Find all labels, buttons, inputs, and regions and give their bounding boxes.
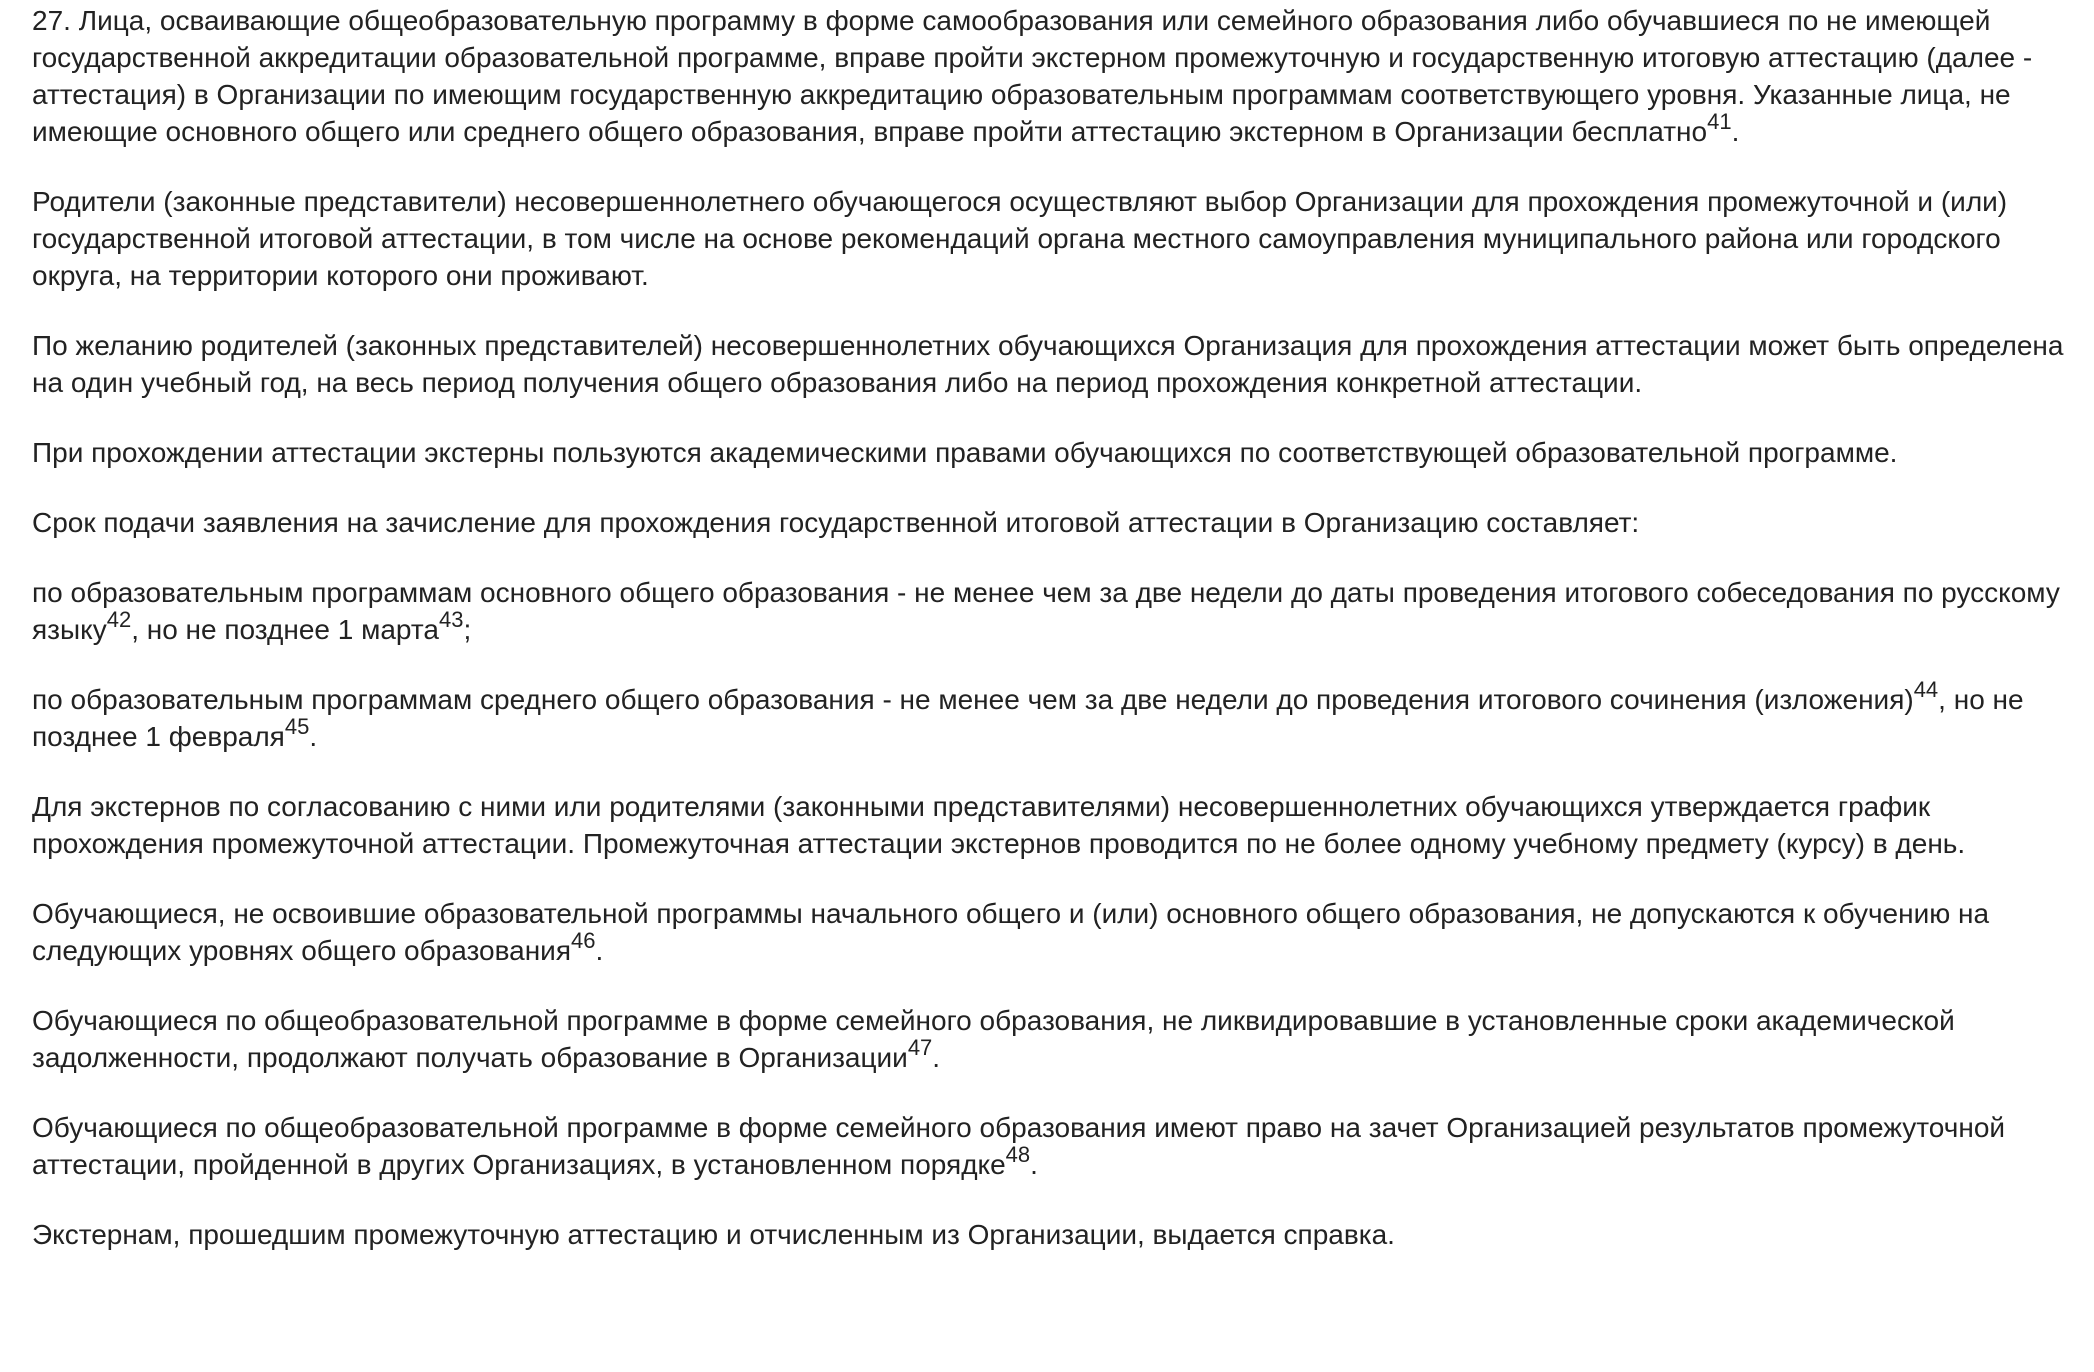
paragraph-text: Родители (законные представители) несовершеннолетнего обучающегося осуществляют выбор Организации для прохождения промежуточной и (или) государственной итоговой аттестации, в том числе на основе рекомендаций органа местного самоуправления муниципального района или городского округа, на территории которого они проживают. — [32, 186, 2008, 291]
paragraph-text: Экстернам, прошедшим промежуточную аттестацию и отчисленным из Организации, выдается справка. — [32, 1219, 1395, 1250]
paragraph-application-deadline — [32, 504, 2074, 541]
paragraph-text: по образовательным программам среднего общего образования - не менее чем за две недели до проведения итогового сочинения (изложения) — [32, 684, 1914, 715]
footnote-ref-48[interactable]: 48 — [1005, 1141, 1031, 1167]
paragraph-text: Обучающиеся по общеобразовательной программе в форме семейного образования, не ликвидировавшие в установленные сроки академической задолженности, продолжают получать образование в Организации — [32, 1005, 1955, 1073]
footnote-ref-42[interactable]: 42 — [106, 606, 132, 632]
paragraph-end: . — [595, 935, 604, 966]
paragraph-parents-wish — [32, 327, 2074, 401]
paragraph-credit-results — [32, 1109, 2074, 1183]
footnote-ref-43[interactable]: 43 — [438, 606, 464, 632]
paragraph-mid: , но не позднее 1 марта — [131, 614, 439, 645]
paragraph-end: ; — [463, 614, 472, 645]
paragraph-text: Срок подачи заявления на зачисление для прохождения государственной итоговой аттестации в Организацию составляет: — [32, 507, 1640, 538]
paragraph-academic-rights — [32, 434, 2074, 471]
paragraph-text: Обучающиеся, не освоившие образовательной программы начального общего и (или) основного общего образования, не допускаются к обучению на следующих уровнях общего образования — [32, 898, 1990, 966]
paragraph-text: по образовательным программам основного общего образования - не менее чем за две недели до даты проведения итогового собеседования по русскому языку — [32, 577, 2060, 645]
paragraph-end: . — [932, 1042, 941, 1073]
paragraph-parents-choice — [32, 183, 2074, 294]
footnote-ref-44[interactable]: 44 — [1913, 676, 1939, 702]
paragraph-text: Обучающиеся по общеобразовательной программе в форме семейного образования имеют право на зачет Организацией результатов промежуточной аттестации, пройденной в других Организациях, в установленном порядке — [32, 1112, 2006, 1180]
paragraph-mid: , но не позднее 1 февраля — [32, 684, 2024, 752]
paragraph-text: Для экстернов по согласованию с ними или родителями (законными представителями) несовершеннолетних обучающихся утверждается график прохождения промежуточной аттестации. Промежуточная аттестации экстернов проводится по не более одному учебному предмету (курсу) в день. — [32, 791, 1966, 859]
paragraph-basic-education-deadline — [32, 574, 2074, 648]
footnote-ref-47[interactable]: 47 — [907, 1034, 933, 1060]
paragraph-schedule — [32, 788, 2074, 862]
paragraph-end: . — [1731, 116, 1740, 147]
footnote-ref-45[interactable]: 45 — [284, 713, 310, 739]
paragraph-end: . — [1030, 1149, 1038, 1180]
paragraph-text: 27. Лица, осваивающие общеобразовательную программу в форме самообразования или семейного образования либо обучавшиеся по не имеющей государственной аккредитации образовательной программе, вправе пройти экстерном промежуточную и государственную итоговую аттестацию (далее - аттестация) в Организации по имеющим государственную аккредитацию образовательным программам соответствующего уровня. Указанные лица, не имеющие основного общего или среднего общего образования, вправе пройти аттестацию экстерном в Организации бесплатно — [32, 5, 2033, 147]
paragraph-27 — [32, 2, 2074, 150]
paragraph-academic-debt — [32, 1002, 2074, 1076]
paragraph-end: . — [309, 721, 318, 752]
footnote-ref-46[interactable]: 46 — [571, 927, 596, 953]
paragraph-secondary-education-deadline — [32, 676, 2074, 755]
footnote-ref-41[interactable]: 41 — [1707, 108, 1732, 134]
paragraph-not-admitted — [32, 895, 2074, 969]
paragraph-text: При прохождении аттестации экстерны пользуются академическими правами обучающихся по соответствующей образовательной программе. — [32, 437, 1898, 468]
paragraph-text: По желанию родителей (законных представителей) несовершеннолетних обучающихся Организация для прохождения аттестации может быть определена на один учебный год, на весь период получения общего образования либо на период прохождения конкретной аттестации. — [32, 330, 2064, 398]
paragraph-certificate — [32, 1216, 2074, 1253]
